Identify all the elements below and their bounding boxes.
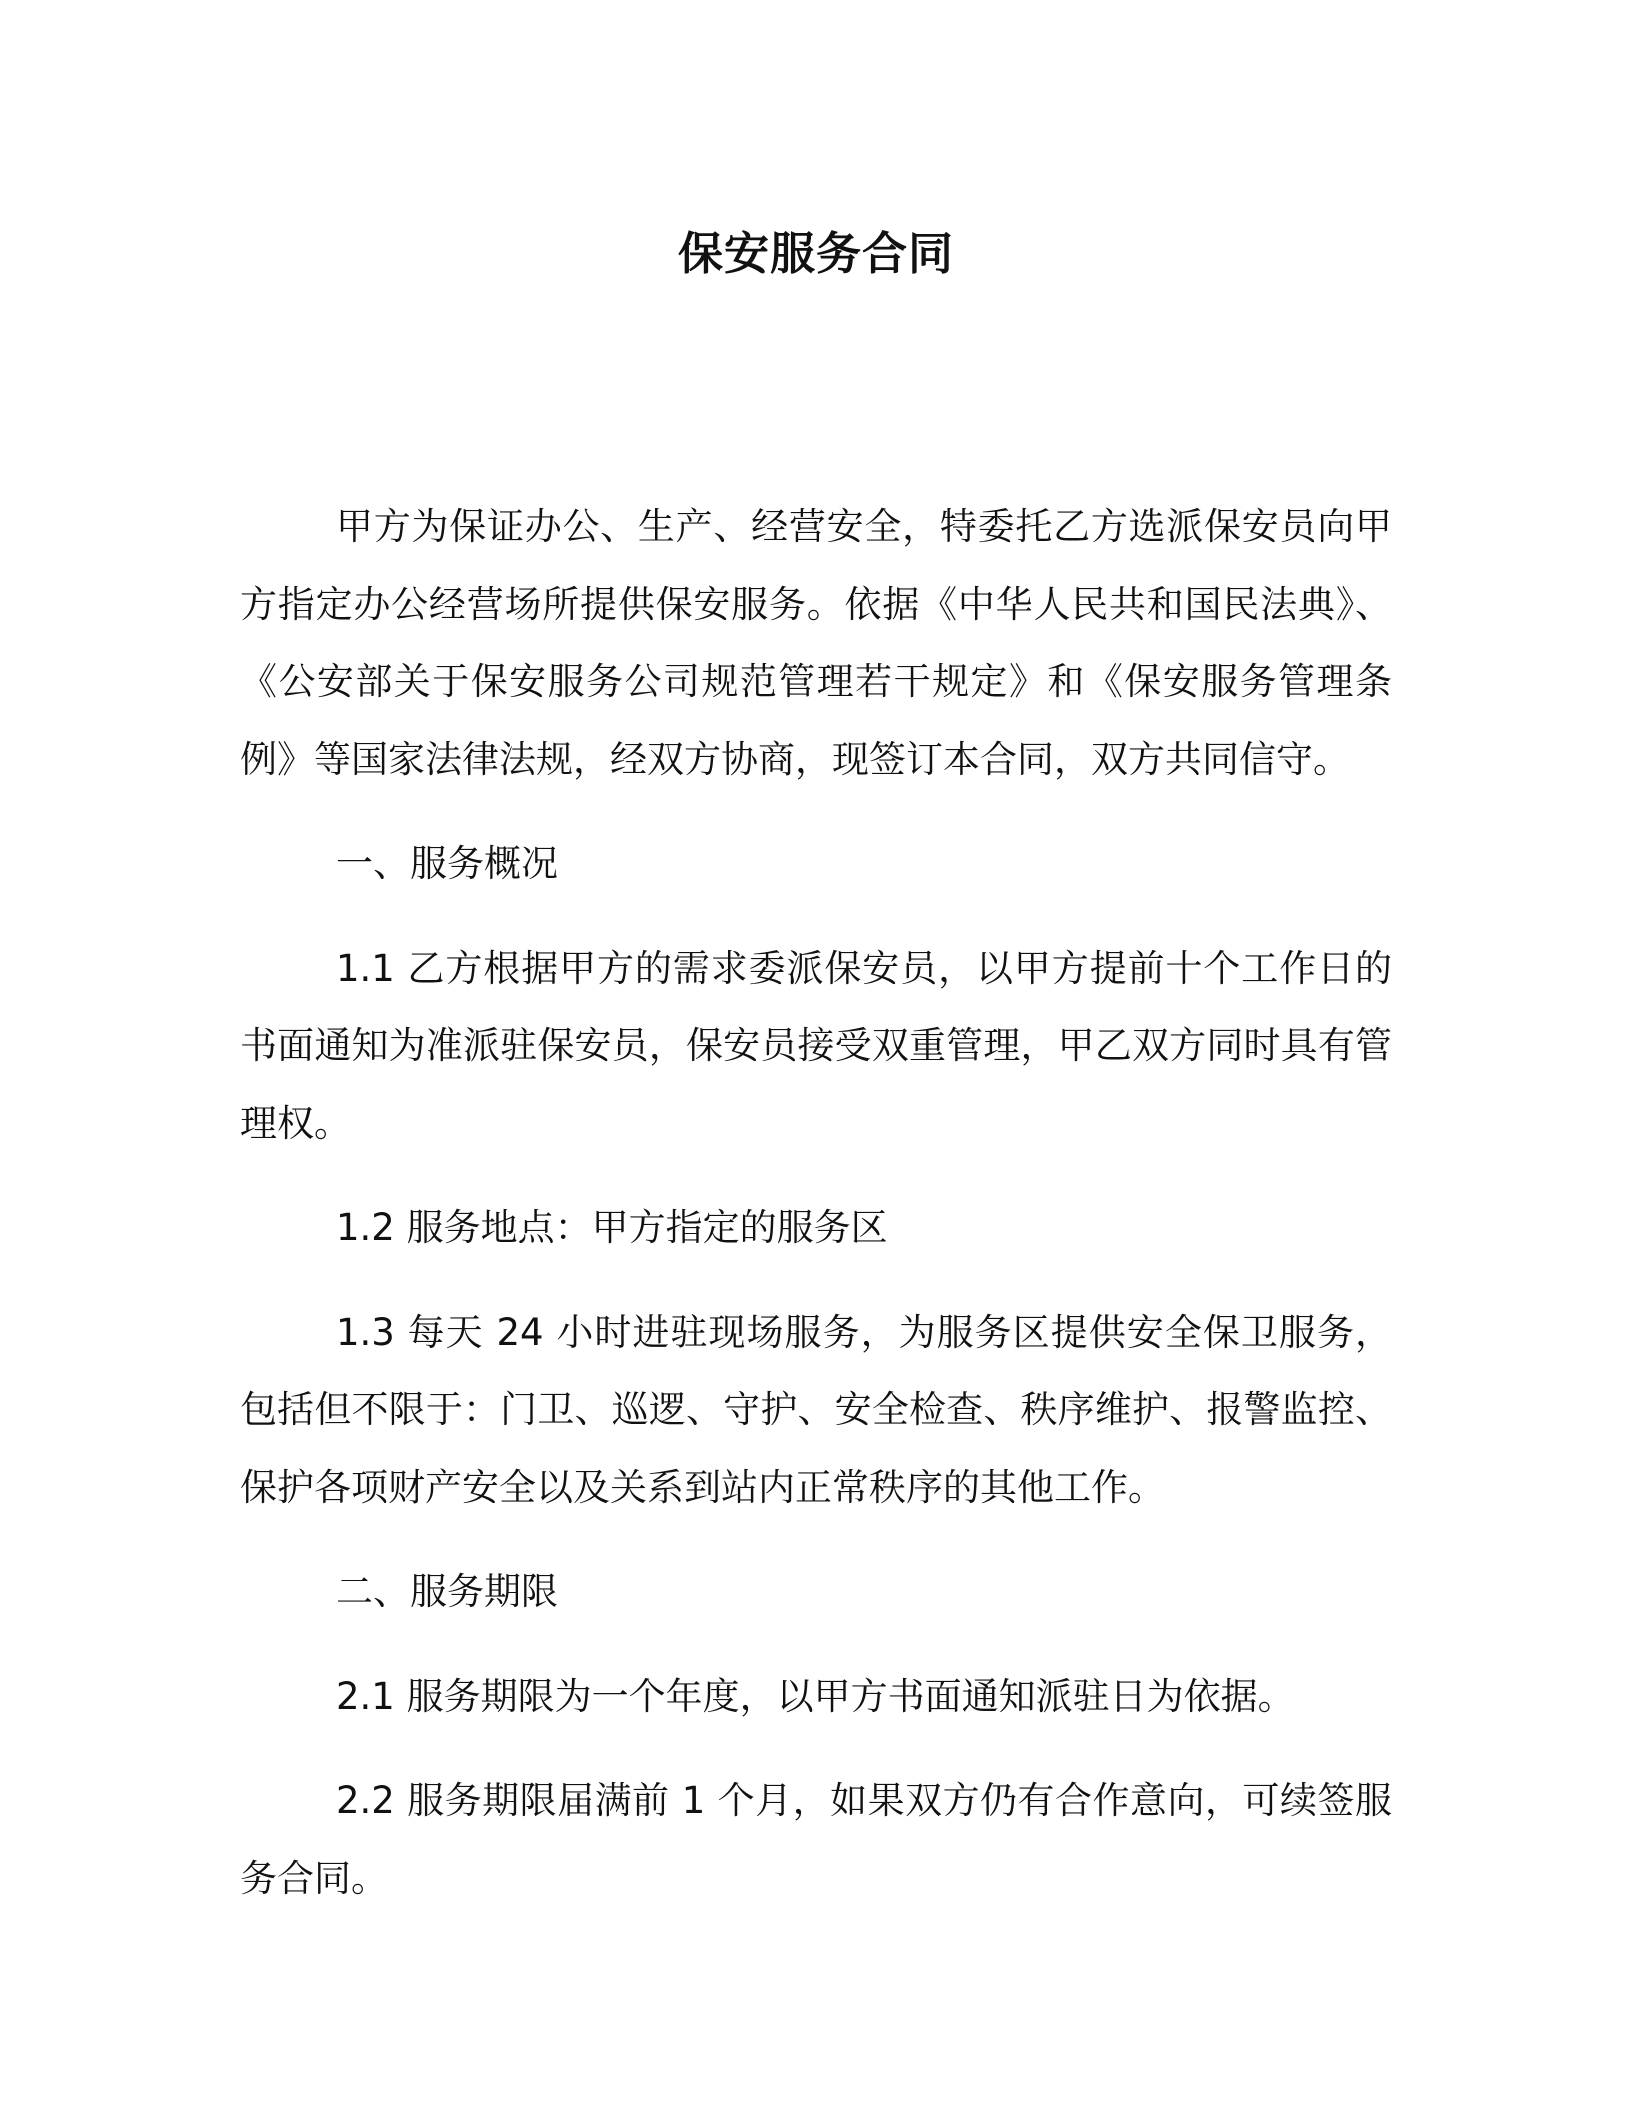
clause-2-2: 2.2 服务期限届满前 1 个月，如果双方仍有合作意向，可续签服务合同。 (240, 1779, 1392, 1900)
document-body (240, 488, 1392, 1917)
clause-1-3: 1.3 每天 24 小时进驻现场服务，为服务区提供安全保卫服务，包括但不限于：门卫、巡逻、守护、安全检查、秩序维护、报警监控、保护各项财产安全以及关系到站内正常秩序的其他工作。 (240, 1310, 1392, 1509)
preamble-paragraph: 甲方为保证办公、生产、经营安全，特委托乙方选派保安员向甲方指定办公经营场所提供保安服务。依据《中华人民共和国民法典》、《公安部关于保安服务公司规范管理若干规定》和《保安服务管理条例》等国家法律法规，经双方协商，现签订本合同，双方共同信守。 (240, 505, 1392, 781)
clause-1-1: 1.1 乙方根据甲方的需求委派保安员，以甲方提前十个工作日的书面通知为准派驻保安员，保安员接受双重管理，甲乙双方同时具有管理权。 (240, 946, 1392, 1145)
clause-1-2: 1.2 服务地点：甲方指定的服务区 (336, 1206, 888, 1249)
section-heading-service-overview: 一、服务概况 (336, 842, 558, 885)
document-title: 保安服务合同 (677, 227, 954, 280)
clause-2-1: 2.1 服务期限为一个年度，以甲方书面通知派驻日为依据。 (336, 1674, 1295, 1718)
section-heading-service-term: 二、服务期限 (336, 1570, 558, 1613)
